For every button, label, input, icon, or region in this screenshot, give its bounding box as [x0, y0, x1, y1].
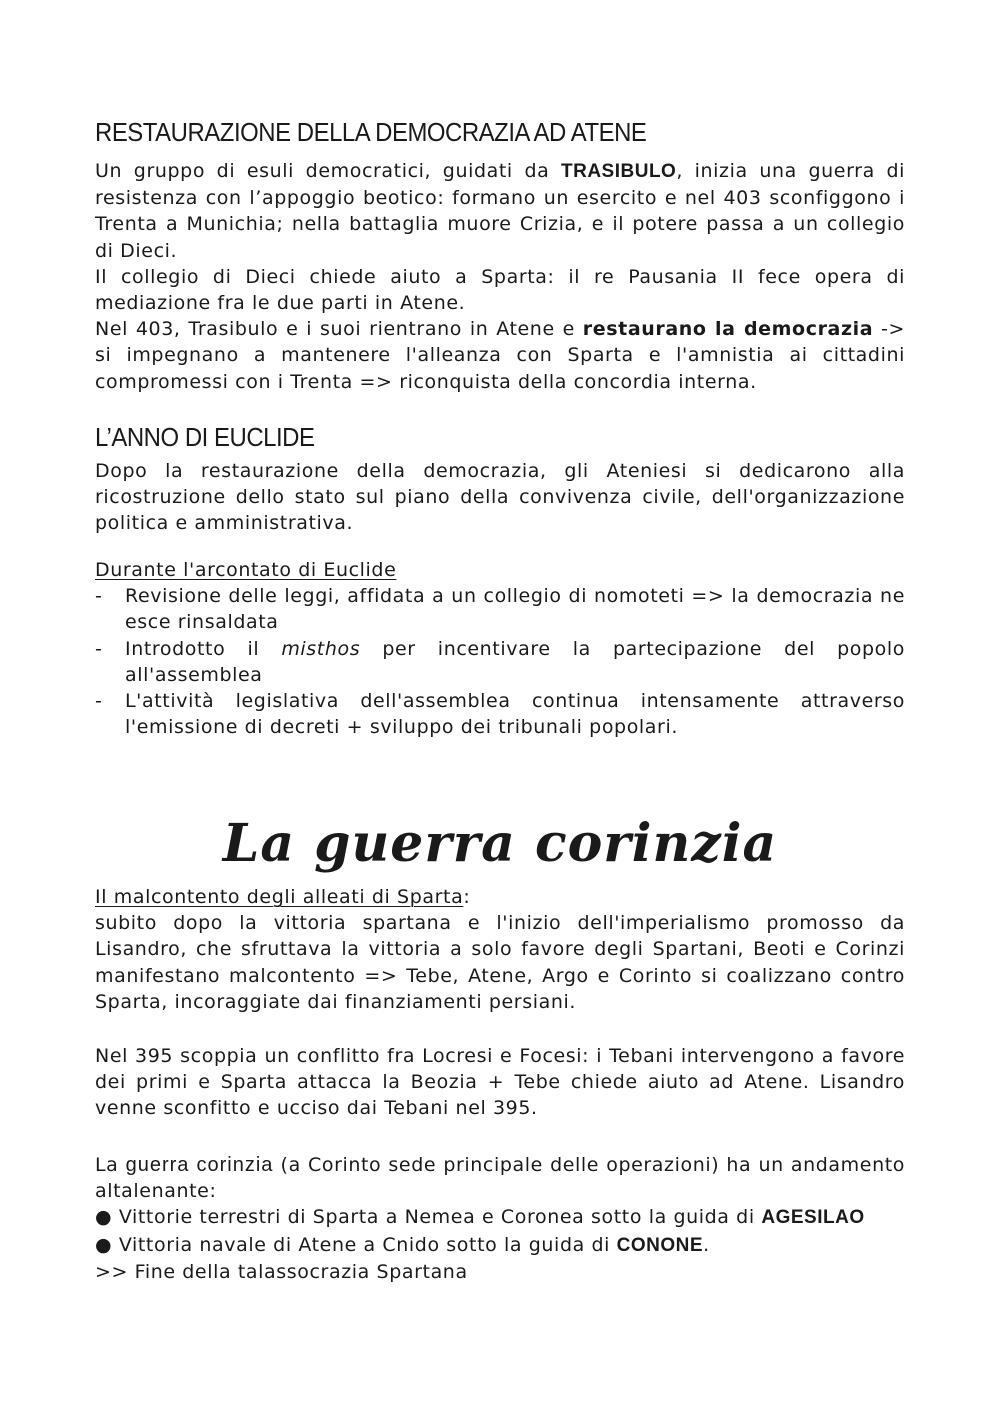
section-guerra-body [95, 884, 905, 1015]
text: : [463, 886, 471, 908]
page-title: La guerra corinzia [222, 813, 778, 874]
paragraph: Dopo la restaurazione della democrazia, gli Ateniesi si dedicarono alla ricostruzione dello stato sul piano della convivenza civile, dell'organizzazione politica e amministrativa. [95, 460, 905, 535]
bullet-list [95, 1204, 905, 1258]
paragraph [95, 316, 905, 395]
list-item [95, 583, 905, 635]
text: L'attività legislativa dell'assemblea continua intensamente attraverso l'emissione di decreti + sviluppo dei tribunali popolari. [125, 690, 905, 739]
section-heading-restaurazione: RESTAURAZIONE DELLA DEMOCRAZIA AD ATENE [95, 117, 647, 147]
list-subheading: Durante l'arcontato di Euclide [95, 559, 397, 581]
text: (a Corinto sede principale delle operazioni) ha un andamento altalenante: [95, 1154, 905, 1203]
text: -> si impegnano a mantenere l'alleanza con Sparta e l'amnistia ai cittadini compromessi con i Trenta => riconquista della concordia interna. [95, 318, 906, 393]
text: Vittoria navale di Atene a Cnido sotto la guida di [112, 1233, 617, 1256]
section-restaurazione-body [95, 158, 905, 395]
text: Revisione delle leggi, affidata a un collegio di nomoteti => la democrazia ne esce rinsaldata [125, 585, 905, 634]
section-heading-euclide: L’ANNO DI EUCLIDE [95, 422, 315, 452]
paragraph: subito dopo la vittoria spartana e l'inizio dell'imperialismo promosso da Lisandro, che sfruttava la vittoria a solo favore degli Spartani, Beoti e Corinzi manifestano malcontento => Tebe, Atene, Argo e Corinto si coalizzano contro Sparta, incoraggiate dai finanziamenti persiani. [95, 912, 905, 1013]
text: Nel 403, Trasibulo e i suoi rientrano in Atene e [95, 318, 583, 341]
list-item [95, 1204, 905, 1231]
name-trasibulo: TRASIBULO [561, 161, 677, 182]
handwritten-term: guerra corinzia [125, 1154, 274, 1176]
paragraph: Il collegio di Dieci chiede aiuto a Sparta: il re Pausania II fece opera di mediazione fra le due parti in Atene. [95, 265, 905, 315]
bullet-dot: ● [95, 1206, 113, 1229]
list-item [95, 636, 905, 688]
section-euclide-list [95, 557, 905, 740]
list-item [95, 1232, 905, 1259]
paragraph: Nel 395 scoppia un conflitto fra Locresi e Focesi: i Tebani intervengono a favore dei primi e Sparta attacca la Beozia + Tebe chiede aiuto ad Atene. Lisandro venne sconfitto e ucciso dai Tebani nel 395. [95, 1045, 905, 1120]
text: Un gruppo di esuli democratici, guidati da [95, 160, 561, 182]
bullet-dot: ● [95, 1233, 113, 1256]
text: , inizia una guerra di resistenza con l’appoggio beotico: formano un esercito e nel 403 sconfiggono i Trenta a Munichia; nella battaglia muore Crizia, e il potere passa a un collegio di Dieci. [95, 160, 905, 262]
paragraph [95, 1152, 905, 1204]
subheading: Il malcontento degli alleati di Sparta [95, 886, 464, 908]
paragraph [95, 884, 905, 910]
text: . [703, 1233, 710, 1256]
name-conone: CONONE [616, 1234, 704, 1256]
text: Vittorie terrestri di Sparta a Nemea e Coronea sotto la guida di [112, 1206, 762, 1229]
bold-phrase: restaurano la democrazia [582, 318, 874, 341]
paragraph: >> Fine della talassocrazia Spartana [95, 1260, 468, 1283]
section-guerra-body-2 [95, 1043, 905, 1122]
dash-marker: - [95, 637, 103, 660]
text: La [95, 1154, 126, 1176]
dash-marker: - [95, 690, 103, 713]
bullet-list [95, 583, 905, 740]
text: per incentivare la partecipazione del popolo all'assemblea [125, 637, 905, 686]
italic-term: misthos [281, 637, 361, 660]
dash-marker: - [95, 585, 103, 608]
text: Introdotto il [125, 637, 282, 660]
name-agesilao: AGESILAO [761, 1207, 865, 1229]
section-guerra-body-3 [95, 1152, 905, 1285]
list-item [95, 688, 905, 740]
section-euclide-body [95, 458, 905, 537]
paragraph [95, 158, 905, 264]
